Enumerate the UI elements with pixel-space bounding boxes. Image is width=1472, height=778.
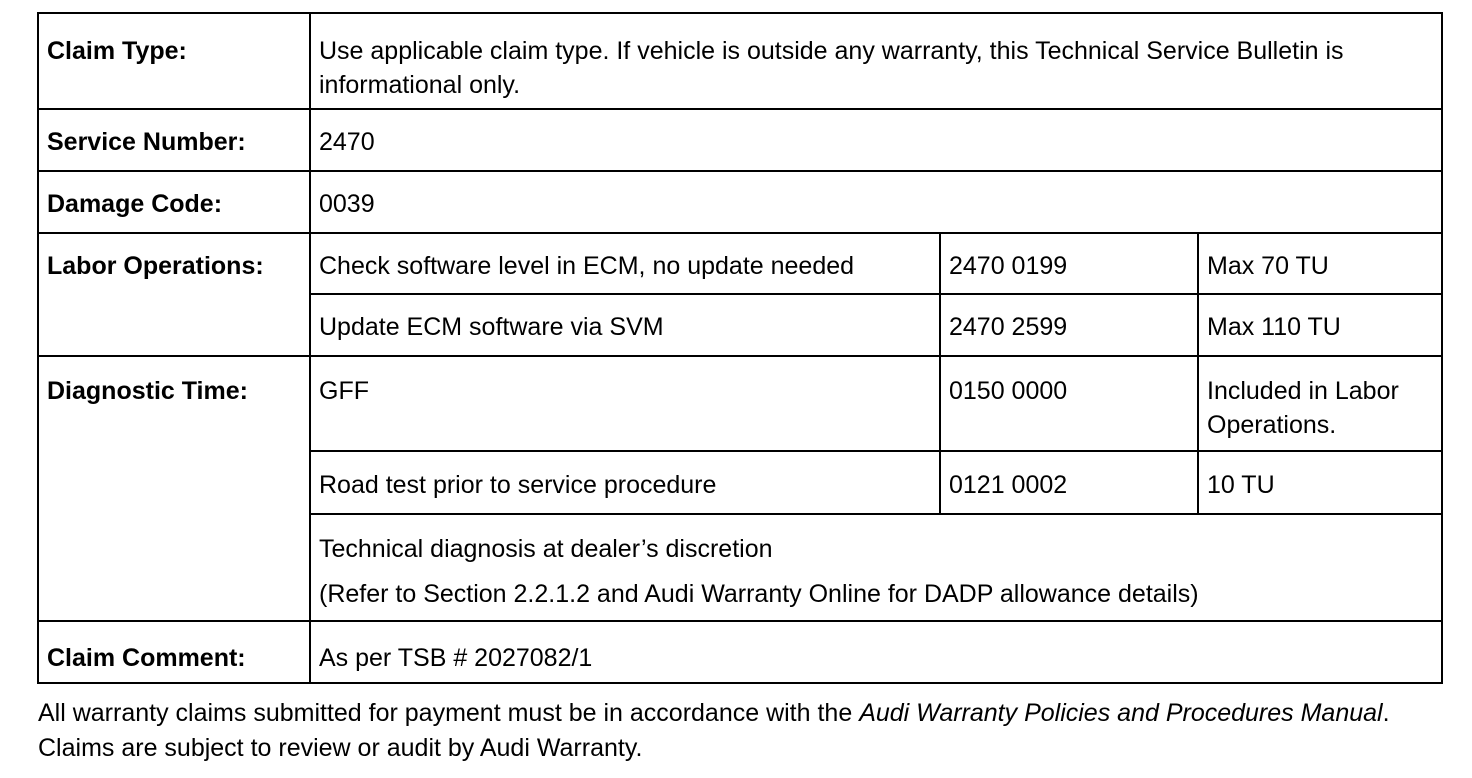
footer-text-before: All warranty claims submitted for payment must be in accordance with the xyxy=(38,699,860,727)
labor-operation-time: Max 70 TU xyxy=(1198,233,1442,294)
footer-manual-title: Audi Warranty Policies and Procedures Manual xyxy=(859,699,1383,727)
damage-code-label: Damage Code: xyxy=(38,171,310,233)
service-number-label: Service Number: xyxy=(38,109,310,171)
warranty-footer-note xyxy=(38,696,1448,766)
labor-operations-label: Labor Operations: xyxy=(38,233,310,356)
diagnostic-time-label: Diagnostic Time: xyxy=(38,356,310,621)
labor-operation-code: 2470 0199 xyxy=(940,233,1198,294)
diagnostic-note-line1: Technical diagnosis at dealer’s discretion xyxy=(319,535,773,563)
labor-operation-time: Max 110 TU xyxy=(1198,294,1442,356)
diagnostic-code: 0150 0000 xyxy=(940,356,1198,451)
diagnostic-time-value: Included in Labor Operations. xyxy=(1198,356,1442,451)
labor-operation-description: Check software level in ECM, no update needed xyxy=(310,233,940,294)
damage-code-row xyxy=(38,171,1442,233)
claim-comment-label: Claim Comment: xyxy=(38,621,310,683)
claim-comment-value: As per TSB # 2027082/1 xyxy=(310,621,1442,683)
claim-type-row xyxy=(38,13,1442,109)
service-number-row xyxy=(38,109,1442,171)
diagnostic-description: GFF xyxy=(310,356,940,451)
labor-operation-description: Update ECM software via SVM xyxy=(310,294,940,356)
service-number-value: 2470 xyxy=(310,109,1442,171)
damage-code-value: 0039 xyxy=(310,171,1442,233)
claim-comment-row xyxy=(38,621,1442,683)
labor-operation-code: 2470 2599 xyxy=(940,294,1198,356)
diagnostic-time-row xyxy=(38,356,1442,451)
labor-operation-row xyxy=(38,233,1442,294)
diagnostic-code: 0121 0002 xyxy=(940,451,1198,514)
claim-type-label: Claim Type: xyxy=(38,13,310,109)
diagnostic-time-value: 10 TU xyxy=(1198,451,1442,514)
footer-text-after: . Claims are subject to review or audit by Audi Warranty. xyxy=(38,699,1390,762)
claim-type-value: Use applicable claim type. If vehicle is outside any warranty, this Technical Service Bulletin is informational only. xyxy=(310,13,1442,109)
diagnostic-description: Road test prior to service procedure xyxy=(310,451,940,514)
diagnostic-note-line2: (Refer to Section 2.2.1.2 and Audi Warranty Online for DADP allowance details) xyxy=(319,580,1199,608)
warranty-claim-table xyxy=(37,12,1443,684)
diagnostic-note xyxy=(310,514,1442,621)
